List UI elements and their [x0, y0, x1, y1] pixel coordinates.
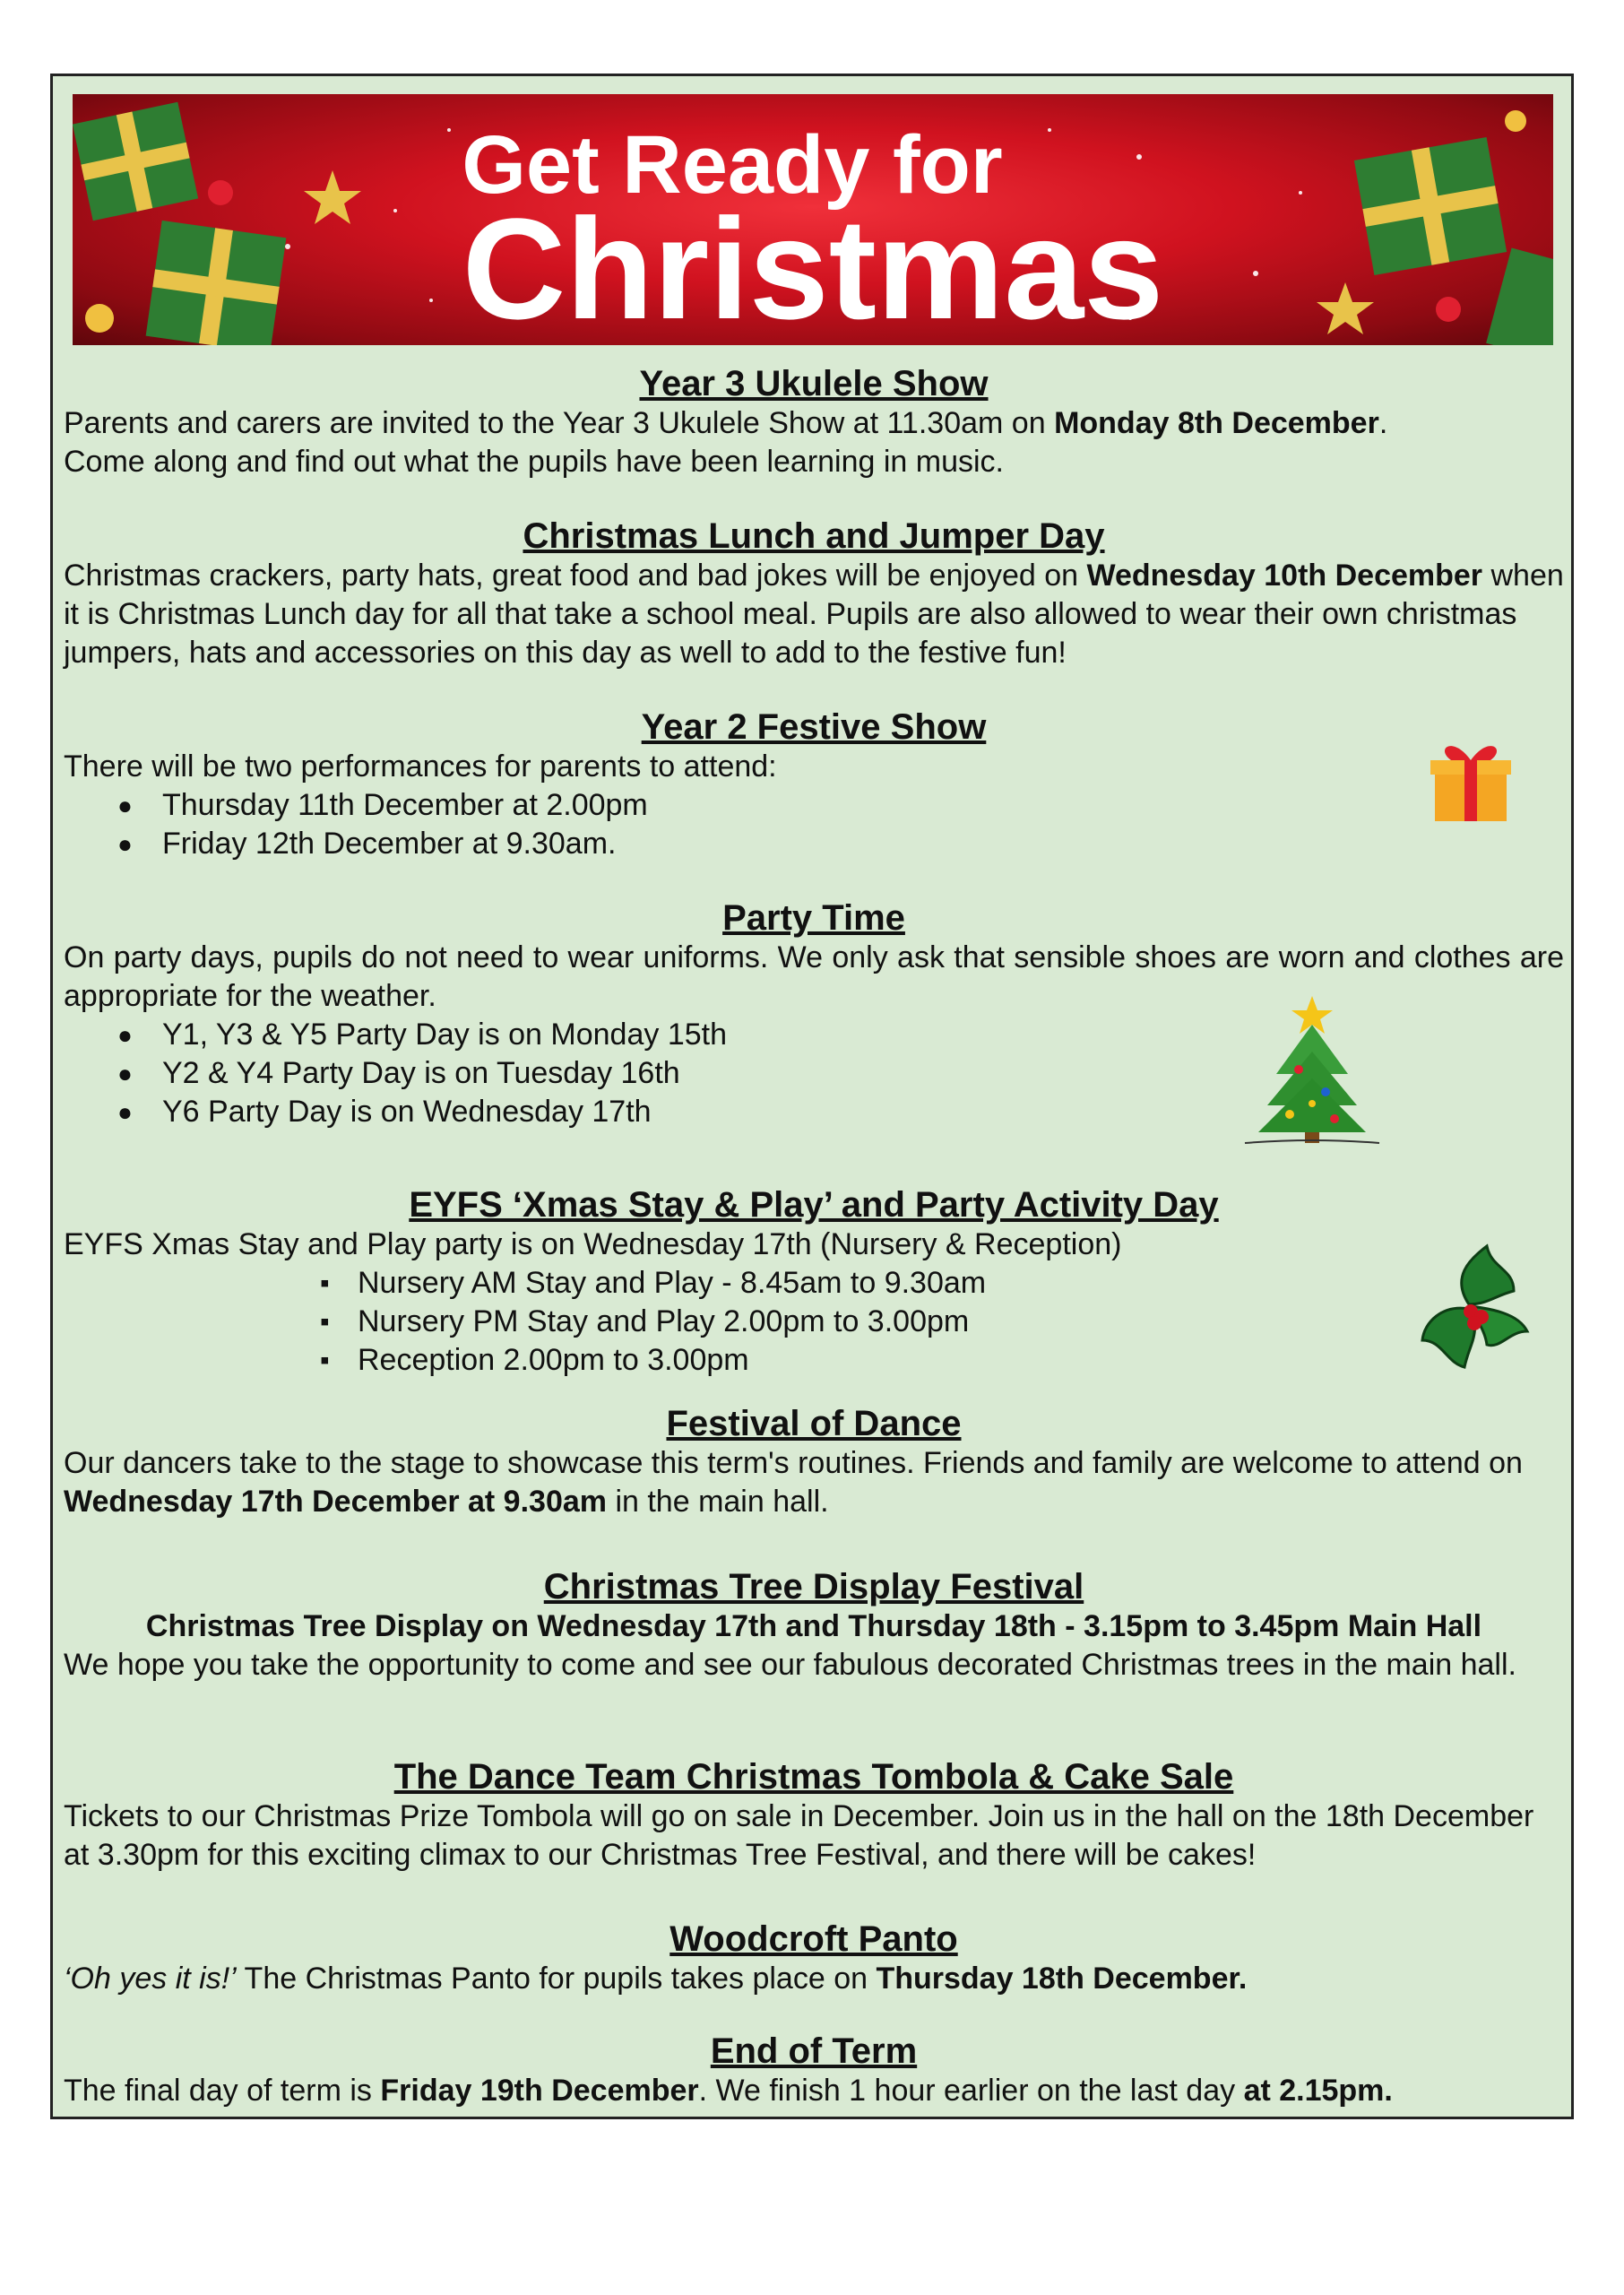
section-text: Parents and carers are invited to the Year 3 Ukulele Show at 11.30am on Monday 8th December.	[64, 406, 1388, 440]
section-text: The final day of term is Friday 19th December. We finish 1 hour earlier on the last day at 2.15pm.	[64, 2074, 1393, 2108]
newsletter-panel	[50, 74, 1574, 2119]
eyfs-list	[64, 1264, 1564, 1380]
section-title: The Dance Team Christmas Tombola & Cake Sale	[393, 1757, 1234, 1797]
gift-icon	[1426, 735, 1516, 825]
section-title: Year 2 Festive Show	[641, 707, 987, 747]
section-tree-festival	[64, 1566, 1564, 1684]
section-ukulele	[64, 363, 1564, 481]
section-title: Woodcroft Panto	[669, 1919, 958, 1959]
section-title: EYFS ‘Xmas Stay & Play’ and Party Activity Day	[409, 1185, 1219, 1225]
list-item: ▪ Nursery PM Stay and Play 2.00pm to 3.00pm	[64, 1303, 1564, 1341]
list-item: ● Y6 Party Day is on Wednesday 17th	[64, 1093, 1564, 1131]
section-text: Our dancers take to the stage to showcase this term's routines. Friends and family are welcome to attend on Wednesday 17th December at 9.30am in the main hall.	[64, 1446, 1523, 1519]
list-item: ▪ Nursery AM Stay and Play - 8.45am to 9.30am	[64, 1264, 1564, 1303]
section-eyfs	[64, 1184, 1564, 1380]
christmas-banner	[73, 94, 1553, 345]
section-title: Year 3 Ukulele Show	[639, 364, 989, 403]
list-item: ▪ Reception 2.00pm to 3.00pm	[64, 1341, 1564, 1380]
banner-line-2: Christmas	[462, 188, 1164, 345]
section-lunch	[64, 515, 1564, 672]
list-item: ● Y1, Y3 & Y5 Party Day is on Monday 15th	[64, 1016, 1564, 1054]
section-panto	[64, 1918, 1564, 1998]
section-intro: EYFS Xmas Stay and Play party is on Wednesday 17th (Nursery & Reception)	[64, 1227, 1122, 1261]
list-item: ● Friday 12th December at 9.30am.	[64, 825, 1564, 863]
section-text: Tickets to our Christmas Prize Tombola will go on sale in December. Join us in the hall on the 18th December at 3.30pm for this exciting climax to our Christmas Tree Festival, and there will be cakes!	[64, 1799, 1534, 1872]
banner-title	[73, 94, 1553, 345]
christmas-tree-icon	[1236, 989, 1388, 1150]
section-end-of-term	[64, 2031, 1564, 2110]
section-text: ‘Oh yes it is!’ The Christmas Panto for pupils takes place on Thursday 18th December.	[64, 1962, 1248, 1996]
section-text: We hope you take the opportunity to come and see our fabulous decorated Christmas trees in the main hall.	[64, 1648, 1516, 1682]
section-tombola	[64, 1756, 1564, 1875]
section-title: Christmas Tree Display Festival	[543, 1567, 1084, 1606]
section-title: End of Term	[710, 2031, 918, 2071]
section-intro: There will be two performances for parents to attend:	[64, 749, 777, 784]
section-title: Party Time	[722, 898, 905, 938]
section-year2	[64, 706, 1564, 863]
section-title: Festival of Dance	[666, 1404, 962, 1443]
section-title: Christmas Lunch and Jumper Day	[523, 516, 1105, 556]
list-item: ● Y2 & Y4 Party Day is on Tuesday 16th	[64, 1054, 1564, 1093]
list-item: ● Thursday 11th December at 2.00pm	[64, 786, 1564, 825]
section-text-2: Come along and find out what the pupils have been learning in music.	[64, 445, 1005, 479]
holly-icon	[1415, 1242, 1532, 1376]
banner-line-1: Get Ready for	[462, 119, 1003, 211]
section-dance	[64, 1403, 1564, 1521]
performance-list	[64, 786, 1564, 863]
section-text: Christmas crackers, party hats, great food and bad jokes will be enjoyed on Wednesday 10th December when it is Christmas Lunch day for all that take a school meal. Pupils are also allowed to wear their own christmas jumpers, hats and accessories on this day as well to add to the festive fun!	[64, 559, 1564, 670]
section-highlight: Christmas Tree Display on Wednesday 17th and Thursday 18th - 3.15pm to 3.45pm Main Hall	[145, 1609, 1482, 1643]
section-intro: On party days, pupils do not need to wear uniforms. We only ask that sensible shoes are worn and clothes are appropriate for the weather.	[64, 940, 1564, 1013]
